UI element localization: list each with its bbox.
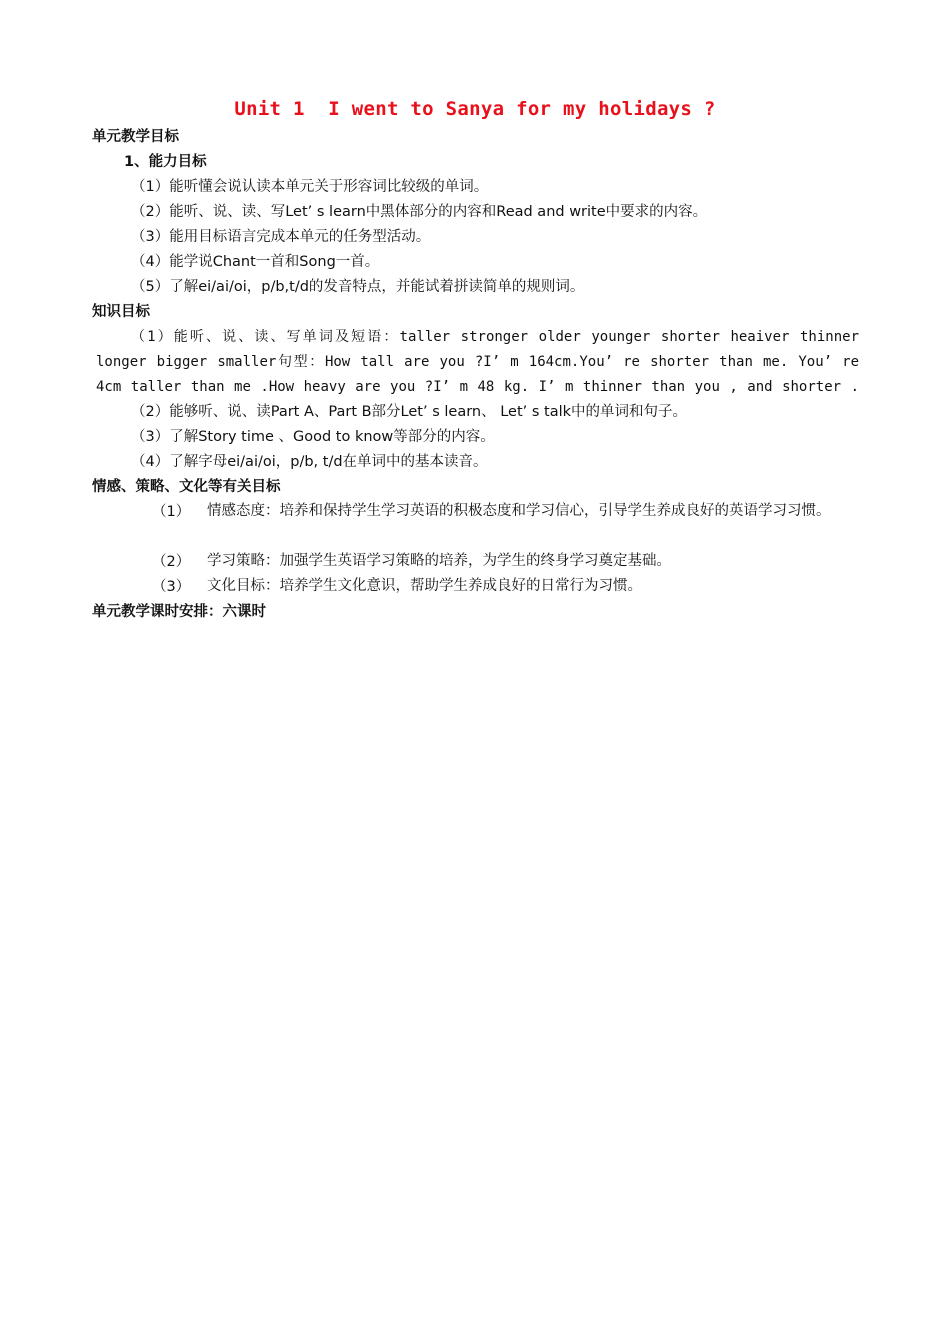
affective-item-2-text: 学习策略：加强学生英语学习策略的培养，为学生的终身学习奠定基础。 xyxy=(207,553,671,569)
ability-item-2: （2）能听、说、读、写Let’ s learn中黑体部分的内容和Read and write中要求的内容。 xyxy=(131,204,708,220)
affective-item-1-text: 情感态度：培养和保持学生学习英语的积极态度和学习信心，引导学生养成良好的英语学习习惯。 xyxy=(207,503,831,519)
ability-goals-heading: 1、能力目标 xyxy=(124,154,207,170)
affective-item-2-number: （2） xyxy=(152,554,191,570)
knowledge-item-1-line-1: （1）能听、说、读、写单词及短语：taller stronger older younger shorter heaiver thinner xyxy=(131,329,859,345)
affective-item-3-text: 文化目标：培养学生文化意识，帮助学生养成良好的日常行为习惯。 xyxy=(207,578,642,594)
affective-goals-heading: 情感、策略、文化等有关目标 xyxy=(92,479,281,495)
affective-item-3-number: （3） xyxy=(152,579,191,595)
unit-title: Unit 1 I went to Sanya for my holidays ? xyxy=(234,98,716,120)
ability-item-3: （3）能用目标语言完成本单元的任务型活动。 xyxy=(131,229,431,245)
lesson-schedule: 单元教学课时安排：六课时 xyxy=(92,604,266,620)
ability-item-5: （5）了解ei/ai/oi，p/b,t/d的发音特点，并能试着拼读简单的规则词。 xyxy=(131,279,585,295)
knowledge-item-2: （2）能够听、说、读Part A、Part B部分Let’ s learn、 Let’ s talk中的单词和句子。 xyxy=(131,404,688,420)
knowledge-item-3: （3）了解Story time 、Good to know等部分的内容。 xyxy=(131,429,495,445)
knowledge-item-4: （4）了解字母ei/ai/oi，p/b, t/d在单词中的基本读音。 xyxy=(131,454,488,470)
ability-item-4: （4）能学说Chant一首和Song一首。 xyxy=(131,254,380,270)
unit-goals-heading: 单元教学目标 xyxy=(92,129,179,145)
affective-item-1-number: （1） xyxy=(152,504,191,520)
knowledge-item-1-line-3: 4cm taller than me .How heavy are you ?I’ m 48 kg. I’ m thinner than you , and shorter . xyxy=(96,379,859,395)
ability-item-1: （1）能听懂会说认读本单元关于形容词比较级的单词。 xyxy=(131,179,489,195)
knowledge-goals-heading: 知识目标 xyxy=(92,304,150,320)
knowledge-item-1-line-2: longer bigger smaller句型：How tall are you ?I’ m 164cm.You’ re shorter than me. You’ re xyxy=(96,354,859,370)
